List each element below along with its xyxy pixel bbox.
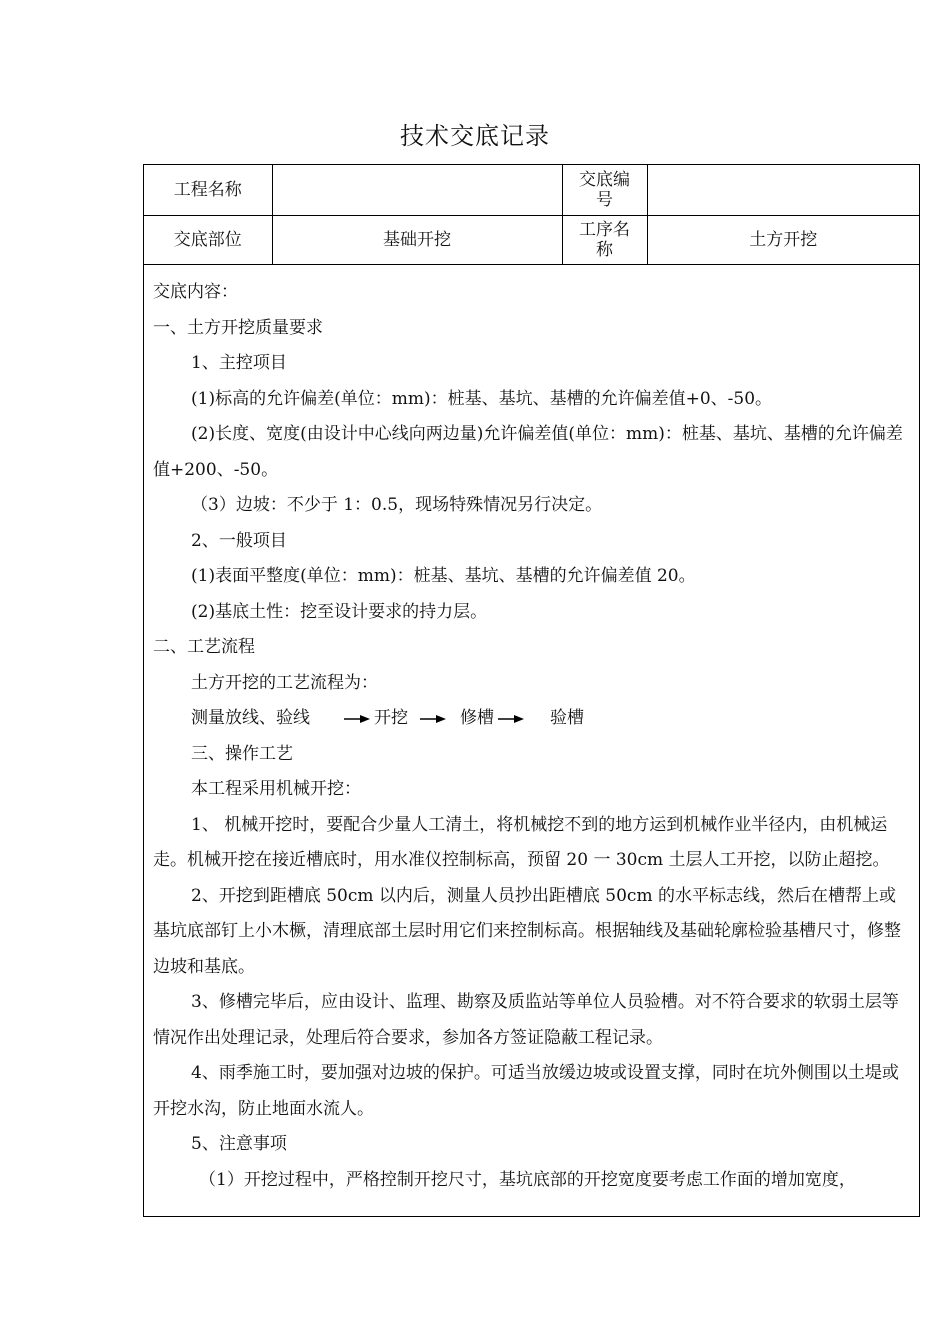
section-3-3: 3、修槽完毕后，应由设计、监理、勘察及质监站等单位人员验槽。对不符合要求的软弱土层等情况作出处理记录，处理后符合要求，参加各方签证隐蔽工程记录。 [153,992,899,1048]
header-row-1 [144,165,919,216]
process-label-line2: 称 [596,240,613,260]
header-table [144,165,919,265]
section-3-intro: 本工程采用机械开挖： [191,779,361,799]
disclosure-sheet [143,164,920,1217]
section-2-heading: 二、工艺流程 [153,637,255,657]
flow-arrow-icon [420,713,446,725]
process-flow [153,701,911,737]
section-2-intro: 土方开挖的工艺流程为： [191,672,378,693]
process-label [562,216,647,265]
flow-arrow-icon [498,713,524,725]
flow-step-2: 开挖 [374,708,408,728]
section-3-5-heading: 5、注意事项 [191,1134,287,1154]
project-name-label: 工程名称 [144,165,272,216]
section-1-2-b: (2)基底土性：挖至设计要求的持力层。 [191,601,488,622]
document-title: 技术交底记录 [400,122,550,150]
flow-step-1: 测量放线、验线 [191,708,310,728]
section-3-2: 2、开挖到距槽底 50cm 以内后，测量人员抄出距槽底 50cm 的水平标志线，然后在槽帮上或基坑底部钉上小木橛，清理底部土层时用它们来控制标高。根据轴线及基础轮廓检验基槽尺寸，修整边坡和基底。 [153,885,901,977]
section-3-heading: 三、操作工艺 [191,743,293,764]
section-3-4: 4、雨季施工时，要加强对边坡的保护。可适当放缓边坡或设置支撑，同时在坑外侧围以土堤或开挖水沟，防止地面水流人。 [153,1063,899,1119]
code-label [562,165,647,216]
content-intro: 交底内容： [153,282,238,302]
part-label: 交底部位 [144,216,272,265]
project-name-value [272,165,562,216]
section-1-1-heading: 1、主控项目 [191,353,287,373]
flow-step-3: 修槽 [460,708,494,728]
part-value: 基础开挖 [272,216,562,265]
section-1-2-a: (1)表面平整度(单位：mm)：桩基、基坑、基槽的允许偏差值 20。 [191,566,696,586]
header-row-2 [144,216,919,265]
section-3-1: 1、 机械开挖时，要配合少量人工清土，将机械挖不到的地方运到机械作业半径内，由机械运走。机械开挖在接近槽底时，用水准仪控制标高，预留 20 一 30cm 土层人工开挖，以防止超挖。 [153,814,890,870]
section-1-heading: 一、土方开挖质量要求 [153,317,323,338]
disclosure-content [153,275,911,1198]
section-1-2-heading: 2、一般项目 [191,530,287,551]
process-value: 土方开挖 [647,216,919,265]
section-1-1-a: (1)标高的允许偏差(单位：mm)：桩基、基坑、基槽的允许偏差值+0、-50。 [191,388,773,409]
flow-arrow-icon [344,713,370,725]
section-1-1-b: (2)长度、宽度(由设计中心线向两边量)允许偏差值(单位：mm)：桩基、基坑、基槽的允许偏差值+200、-50。 [153,424,903,480]
process-label-line1: 工序名 [579,220,630,240]
section-3-5-a: （1）开挖过程中，严格控制开挖尺寸，基坑底部的开挖宽度要考虑工作面的增加宽度， [199,1169,856,1190]
code-label-line1: 交底编 [579,170,630,190]
code-value [647,165,919,216]
code-label-line2: 号 [596,190,613,210]
section-1-1-c: （3）边坡：不少于 1：0.5，现场特殊情况另行决定。 [191,495,603,515]
flow-step-4: 验槽 [550,708,584,728]
